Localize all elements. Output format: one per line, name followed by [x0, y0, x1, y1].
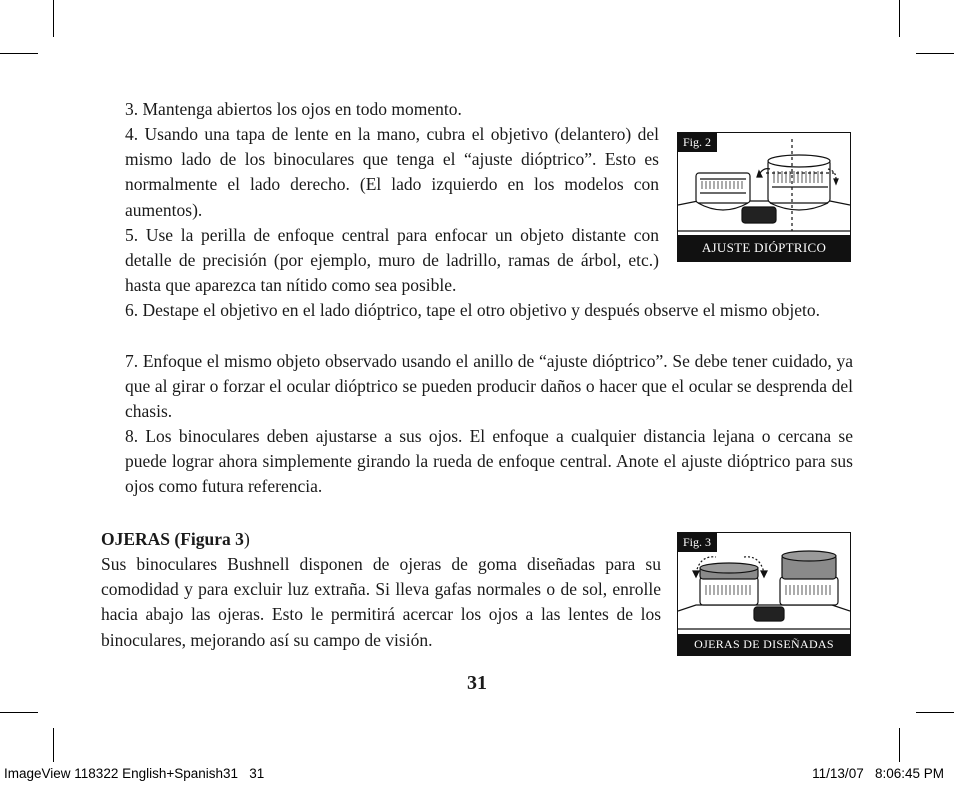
- figure-2-diopter-illustration: [677, 132, 851, 262]
- page-number: 31: [467, 672, 487, 694]
- print-footer-right: 11/13/07 8:06:45 PM: [812, 766, 944, 781]
- step-5-text: 5. Use la perilla de enfoque central para enfocar un objeto distante con detalle de precisión (por ejemplo, muro de ladrillo, ramas de árbol, etc.) hasta que aparezca tan nítido como sea posible.: [125, 225, 659, 296]
- crop-mark: [53, 728, 54, 762]
- figure-2-label: Fig. 2: [678, 133, 717, 152]
- eyecups-heading-tail: ): [243, 529, 250, 549]
- figure-2-caption: AJUSTE DIÓPTRICO: [678, 235, 850, 261]
- crop-mark: [899, 0, 900, 37]
- step-7-text: 7. Enfoque el mismo objeto observado usando el anillo de “ajuste dióptrico”. Se debe tener cuidado, ya que al girar o forzar el ocular dióptrico se pueden producir daños o hacer que el ocular se desprenda del chasis.: [125, 351, 853, 422]
- figure-3-label: Fig. 3: [678, 533, 717, 552]
- print-footer-left: ImageView 118322 English+Spanish31 31: [4, 766, 265, 781]
- eyecups-heading-bold: OJERAS (Figura 3: [101, 529, 244, 549]
- eyecups-heading: [101, 527, 250, 552]
- step-8-text: 8. Los binoculares deben ajustarse a sus ojos. El enfoque a cualquier distancia lejana o cercana se puede lograr ahora simplemente girando la rueda de enfoque central. Anote el ajuste dióptrico para sus ojos como futura referencia.: [125, 426, 853, 497]
- crop-mark: [916, 712, 954, 713]
- step-6-text: 6. Destape el objetivo en el lado dióptrico, tape el otro objetivo y después observe el mismo objeto.: [125, 300, 820, 320]
- figure-3-eyecups-illustration: [677, 532, 851, 656]
- crop-mark: [916, 53, 954, 54]
- step-4-text: 4. Usando una tapa de lente en la mano, cubra el objetivo (delantero) del mismo lado de los binoculares que tenga el “ajuste dióptrico”. Esto es normalmente el lado derecho. (El lado izquierdo en los modelos con aumentos).: [125, 124, 659, 220]
- crop-mark: [53, 0, 54, 37]
- step-3-text: 3. Mantenga abiertos los ojos en todo momento.: [125, 99, 462, 119]
- eyecups-body-text: Sus binoculares Bushnell disponen de ojeras de goma diseñadas para su comodidad y para excluir luz extraña. Si lleva gafas normales o de sol, enrolle hacia abajo las ojeras. Esto le permitirá acercar los ojos a las lentes de los binoculares, mejorando así su campo de visión.: [101, 554, 661, 650]
- figure-3-caption: OJERAS DE DISEÑADAS: [678, 634, 850, 655]
- crop-mark: [899, 728, 900, 762]
- crop-mark: [0, 712, 38, 713]
- crop-mark: [0, 53, 38, 54]
